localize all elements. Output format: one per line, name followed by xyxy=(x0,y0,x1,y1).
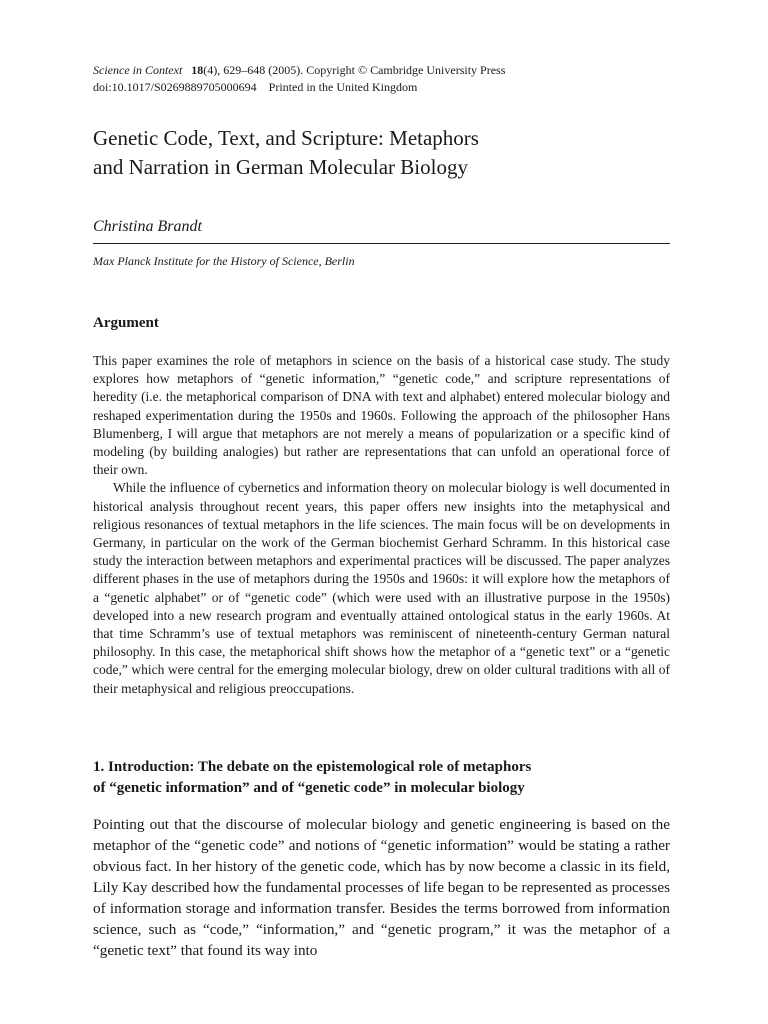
section-1-heading xyxy=(93,757,670,799)
article-title xyxy=(93,124,670,182)
body-paragraph-1: Pointing out that the discourse of molecular biology and genetic engineering is based on the metaphor of the “genetic code” and notions of “genetic information” would be stating a rather obvious fact. In her history of the genetic code, which has by now become a classic in its field, Lily Kay described how the fundamental processes of life began to be represented as processes of information storage and information transfer. Besides the terms borrowed from information science, such as “code,” “information,” and “genetic program,” it was the metaphor of a “genetic text” that found its way into xyxy=(93,816,670,959)
abstract-paragraph-1: This paper examines the role of metaphors in science on the basis of a historical case study. The study explores how metaphors of “genetic information,” “genetic code,” and scripture representations of heredity (i.e. the metaphorical comparison of DNA with text and alphabet) entered molecular biology and reshaped experimentation during the 1950s and 1960s. Following the approach of the philosopher Hans Blumenberg, I will argue that metaphors are not merely a means of popularization or a specific kind of modeling (by building analogies) but rather are representations that can unfold an operational force of their own. xyxy=(93,353,670,478)
author-divider xyxy=(93,243,670,244)
citation-line-1 xyxy=(93,62,670,79)
section-heading-line-2: of “genetic information” and of “genetic code” in molecular biology xyxy=(93,780,525,796)
citation-line-2: doi:10.1017/S0269889705000694 Printed in the United Kingdom xyxy=(93,80,418,94)
author-name: Christina Brandt xyxy=(93,218,202,235)
author-affiliation: Max Planck Institute for the History of Science, Berlin xyxy=(93,254,355,268)
citation-details: (4), 629–648 (2005). Copyright © Cambridge University Press xyxy=(203,63,506,77)
journal-name: Science in Context xyxy=(93,63,183,77)
citation-header xyxy=(93,62,670,96)
section-1-body xyxy=(93,814,670,961)
abstract-paragraph-2: While the influence of cybernetics and information theory on molecular biology is well documented in historical analysis throughout recent years, this paper offers new insights into the metaphysical and religious resonances of textual metaphors in the life sciences. The main focus will be on developments in Germany, in particular on the work of the German biochemist Gerhard Schramm. In this historical case study the interaction between metaphors and experimental practices will be discussed. The paper analyzes different phases in the use of metaphors during the 1950s and 1960s: it will explore how the metaphors of a “genetic alphabet” or of “genetic code” (which were used with an illustrative purpose in the 1950s) developed into a new research program and eventually attained ontological status in the early 1960s. At that time Schramm’s use of textual metaphors was reminiscent of nineteenth-century German natural philosophy. In this case, the metaphorical shift shows how the metaphor of a “genetic text” or a “genetic code,” which were central for the emerging molecular biology, drew on older cultural traditions with all of their metaphysical and religious preoccupations. xyxy=(93,480,670,696)
argument-heading: Argument xyxy=(93,315,159,331)
title-line-1: Genetic Code, Text, and Scripture: Metaphors xyxy=(93,126,479,150)
section-heading-line-1: 1. Introduction: The debate on the epistemological role of metaphors xyxy=(93,759,532,775)
volume-number: 18 xyxy=(191,63,204,77)
title-line-2: and Narration in German Molecular Biology xyxy=(93,155,468,179)
argument-abstract xyxy=(93,352,670,698)
